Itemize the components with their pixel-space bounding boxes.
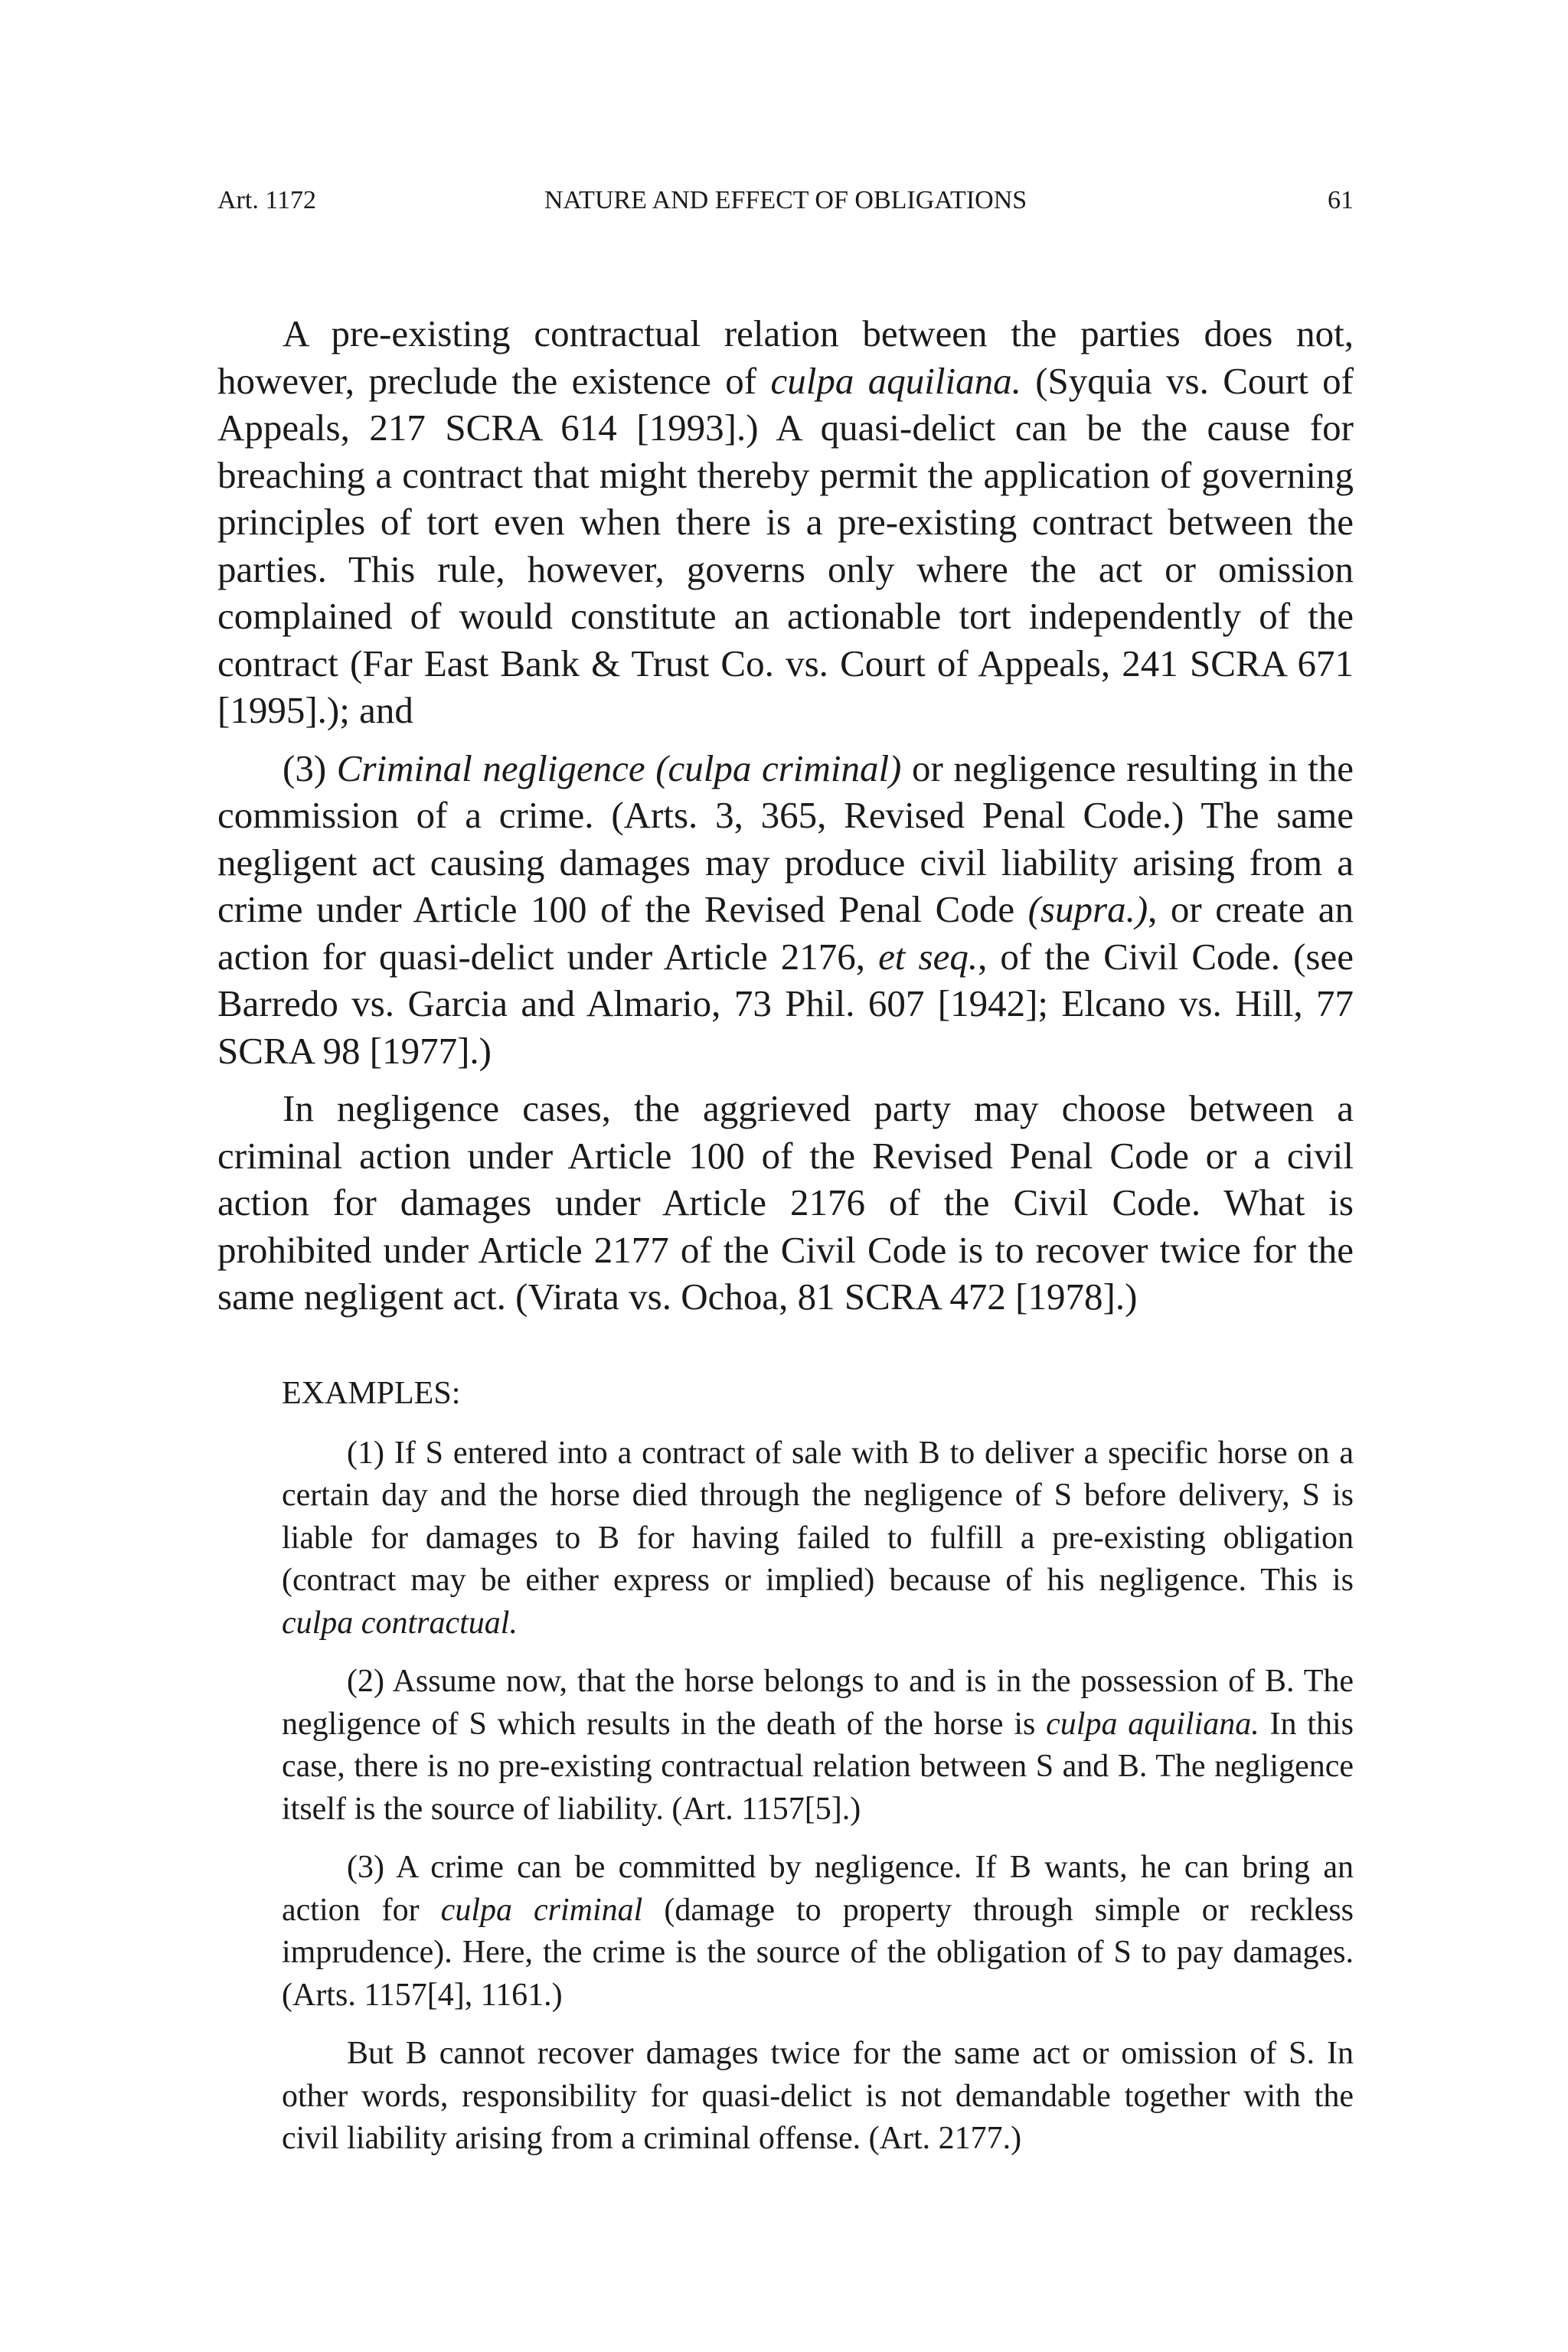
paragraph-culpa-aquiliana bbox=[217, 310, 1354, 734]
main-text bbox=[217, 310, 1354, 1331]
examples-heading: EXAMPLES: bbox=[282, 1376, 461, 1411]
page-number: 61 bbox=[1328, 186, 1354, 214]
text-run: (Syquia vs. Court of Appeals, 217 SCRA 614 [1993].) A quasi-delict can be the cause for breaching a contract that might thereby permit the application of governing principles of tort even when there is a pre-existing contract between the parties. This rule, however, governs only where the act or omission complained of would constitute an actionable tort independently of the contract (Far East Bank & Trust Co. vs. Court of Appeals, 241 SCRA 671 [1995].); and bbox=[217, 359, 1354, 731]
text-run: (2) Assume now, that the horse belongs to and is in the possession of B. The negligence of S which results in the death of the horse is bbox=[282, 1664, 1354, 1742]
article-reference: Art. 1172 bbox=[217, 186, 317, 214]
italic-term: Criminal negligence (culpa criminal) bbox=[336, 746, 902, 789]
text-run: In negligence cases, the aggrieved party may choose between a criminal action under Article 100 of the Revised Penal Code or a civil action for damages under Article 2176 of the Civil Code. What is prohibited under Article 2177 of the Civil Code is to recover twice for the same negligent act. (Virata vs. Ochoa, 81 SCRA 472 [1978].) bbox=[217, 1087, 1354, 1318]
text-run: A pre-existing contractual relation between the parties does not, however, preclude the existence of bbox=[217, 312, 1354, 402]
text-run: (3) A crime can be committed by negligence. If B wants, he can bring an action for bbox=[282, 1850, 1354, 1928]
example-3 bbox=[282, 1847, 1354, 2017]
text-run: (3) bbox=[283, 746, 337, 789]
text-run: But B cannot recover damages twice for the same act or omission of S. In other words, responsibility for quasi-delict is not demandable together with the civil liability arising from a criminal offense. (Art. 2177.) bbox=[282, 2036, 1354, 2156]
example-1 bbox=[282, 1432, 1354, 1645]
text-run: In this case, there is no pre-existing contractual relation between S and B. The negligence itself is the source of liability. (Art. 1157[5].) bbox=[282, 1706, 1354, 1827]
paragraph-negligence-cases bbox=[217, 1085, 1354, 1321]
example-2 bbox=[282, 1661, 1354, 1831]
italic-term: culpa aquiliana. bbox=[1046, 1706, 1259, 1742]
text-run: , of the Civil Code. (see Barredo vs. Garcia and Almario, 73 Phil. 607 [1942]; Elcano vs. Hill, 77 SCRA 98 [1977].) bbox=[217, 935, 1354, 1072]
paragraph-criminal-negligence bbox=[217, 745, 1354, 1075]
running-header bbox=[217, 178, 1354, 224]
running-title: NATURE AND EFFECT OF OBLIGATIONS bbox=[544, 186, 1027, 214]
text-run: , or create an action for quasi-delict under Article 2176, bbox=[217, 888, 1354, 978]
italic-term: (supra.) bbox=[1027, 888, 1148, 930]
italic-term: et seq. bbox=[878, 935, 978, 978]
italic-term: culpa criminal bbox=[440, 1892, 643, 1928]
examples-section bbox=[282, 1373, 1354, 2177]
italic-term: culpa aquiliana. bbox=[770, 359, 1021, 402]
example-conclusion bbox=[282, 2033, 1354, 2161]
italic-term: culpa contractual. bbox=[282, 1605, 518, 1641]
text-run: (1) If S entered into a contract of sale with B to deliver a specific horse on a certain day and the horse died through the negligence of S before delivery, S is liable for damages to B for having failed to fulfill a pre-existing obligation (contract may be either express or implied) because of his negligence. This is bbox=[282, 1435, 1354, 1598]
text-run: (damage to property through simple or reckless imprudence). Here, the crime is the source of the obligation of S to pay damages. (Arts. 1157[4], 1161.) bbox=[282, 1892, 1354, 2013]
text-run: or negligence resulting in the commission of a crime. (Arts. 3, 365, Revised Penal Code.) The same negligent act causing damages may produce civil liability arising from a crime under Article 100 of the Revised Penal Code bbox=[217, 746, 1354, 930]
